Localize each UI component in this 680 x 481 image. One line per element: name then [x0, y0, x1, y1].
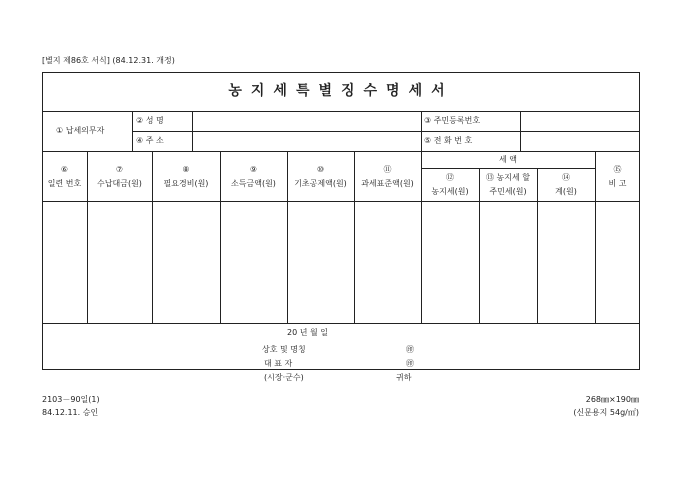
- divider: [421, 111, 422, 151]
- col-income-num: ⑨: [249, 165, 258, 174]
- col-expenses-num: ⑧: [182, 165, 190, 174]
- rule-info-mid: [132, 131, 640, 132]
- company-label: 상호 및 명칭: [262, 345, 306, 354]
- phone-label: ⑤ 전 화 번 호: [424, 136, 473, 145]
- divider: [287, 151, 288, 323]
- name-label: ② 성 명: [136, 116, 164, 125]
- col-receipts-num: ⑦: [115, 165, 124, 174]
- resident-number-label: ③ 주민등록번호: [424, 116, 481, 125]
- col-taxbase-num: ⑪: [383, 165, 392, 174]
- divider: [87, 151, 88, 323]
- divider: [595, 151, 596, 323]
- col-remarks-label: 비 고: [608, 179, 627, 188]
- rule-tax-group: [421, 168, 595, 169]
- col-resident-tax-label1: ⑬ 농지세 할: [486, 173, 530, 182]
- date-line: 20 년 월 일: [287, 328, 328, 337]
- col-expenses-label: 필요경비(원): [163, 179, 209, 188]
- taxpayer-label: ① 납세의무자: [56, 126, 105, 135]
- paper-size: 268㎜×190㎜: [585, 395, 639, 404]
- approval-date: 84.12.11. 승인: [42, 408, 99, 417]
- seal-mark: ㊞: [406, 345, 414, 354]
- col-deduction-num: ⑩: [316, 165, 325, 174]
- form-code: 2103－90일(1): [42, 395, 100, 404]
- col-farmland-tax-num: ⑫: [446, 173, 454, 182]
- divider: [354, 151, 355, 323]
- col-serial-label: 일련 번호: [47, 179, 82, 188]
- col-taxbase-label: 과세표준액(원): [361, 179, 414, 188]
- address-label: ④ 주 소: [136, 136, 164, 145]
- divider: [520, 111, 521, 151]
- divider: [220, 151, 221, 323]
- col-receipts-label: 수납대금(원): [97, 179, 142, 188]
- rule-header-bottom: [42, 201, 640, 202]
- col-resident-tax-label2: 주민세(원): [489, 187, 527, 196]
- seal-mark: ㊞: [406, 359, 414, 368]
- addressee-label: 귀하: [396, 373, 412, 382]
- representative-label: 대 표 자: [264, 359, 293, 368]
- divider: [192, 111, 193, 151]
- col-total-label: 계(원): [555, 187, 577, 196]
- col-farmland-tax-label: 농지세(원): [431, 187, 469, 196]
- tax-group-label: 세 액: [499, 155, 517, 164]
- rule-body-bottom: [42, 323, 640, 324]
- rule-info-bottom: [42, 151, 640, 152]
- form-label: [별지 제86호 서식] (84.12.31. 개정): [42, 56, 175, 65]
- col-total-num: ⑭: [562, 173, 570, 182]
- col-deduction-label: 기초공제액(원): [294, 179, 347, 188]
- col-remarks-num: ⑮: [613, 165, 622, 174]
- col-serial-num: ⑥: [60, 165, 69, 174]
- divider: [132, 111, 133, 151]
- office-label: (시장·군수): [264, 373, 304, 382]
- paper-spec: (신문용지 54g/㎡): [573, 408, 639, 417]
- page-title: 농지세특별징수명세서: [228, 83, 454, 99]
- col-income-label: 소득금액(원): [231, 179, 276, 188]
- divider: [152, 151, 153, 323]
